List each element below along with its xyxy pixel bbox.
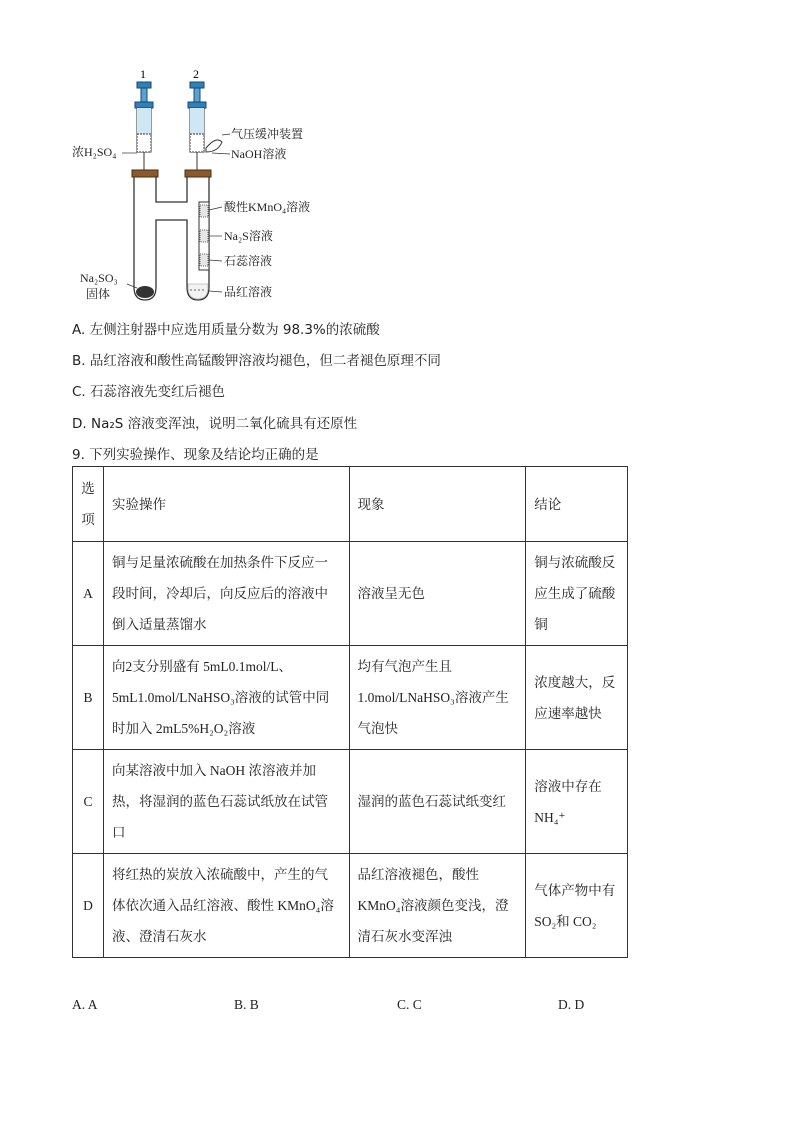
- option-a: A. 左侧注射器中应选用质量分数为 98.3%的浓硫酸: [72, 322, 380, 338]
- table-row: [73, 646, 628, 750]
- row-phenomenon: 湿润的蓝色石蕊试纸变红: [349, 750, 526, 854]
- label-na2s: Na₂S溶液: [224, 229, 273, 243]
- na2so3-solid: [136, 286, 154, 298]
- row-operation: 向2支分别盛有 5mL0.1mol/L、5mL1.0mol/LNaHSO₃溶液的试管中同时加入 2mL5%H₂O₂溶液: [103, 646, 349, 750]
- answer-d: D. D: [558, 997, 585, 1012]
- answer-c: C. C: [397, 997, 422, 1012]
- apparatus-diagram: [60, 62, 350, 312]
- row-option: B: [73, 646, 104, 750]
- option-d: D. Na₂S 溶液变浑浊，说明二氧化硫具有还原性: [72, 416, 358, 432]
- experiment-table: [72, 466, 628, 958]
- label-naoh: NaOH溶液: [231, 147, 287, 161]
- table-header-row: [73, 467, 628, 542]
- h-tube: [134, 177, 209, 300]
- row-option: C: [73, 750, 104, 854]
- row-conclusion: 气体产物中有SO₂和 CO₂: [526, 854, 628, 958]
- option-b: B. 品红溶液和酸性高锰酸钾溶液均褪色，但二者褪色原理不同: [72, 353, 441, 369]
- answer-b: B. B: [234, 997, 259, 1012]
- row-conclusion: 铜与浓硫酸反应生成了硫酸铜: [526, 542, 628, 646]
- header-phenomenon: 现象: [349, 467, 526, 542]
- row-option: A: [73, 542, 104, 646]
- row-operation: 将红热的炭放入浓硫酸中，产生的气体依次通入品红溶液、酸性 KMnO₄溶液、澄清石灰水: [103, 854, 349, 958]
- label-pinred: 品红溶液: [224, 285, 273, 299]
- table-row: [73, 542, 628, 646]
- row-phenomenon: 均有气泡产生且1.0mol/LNaHSO₃溶液产生气泡快: [349, 646, 526, 750]
- syringe-2: [188, 82, 222, 172]
- header-option: 选项: [73, 467, 104, 542]
- row-option: D: [73, 854, 104, 958]
- answer-a: A. A: [72, 997, 98, 1012]
- question-9-stem: 9. 下列实验操作、现象及结论均正确的是: [72, 447, 319, 463]
- header-operation: 实验操作: [103, 467, 349, 542]
- row-operation: 向某溶液中加入 NaOH 浓溶液并加热，将湿润的蓝色石蕊试纸放在试管口: [103, 750, 349, 854]
- row-conclusion: 浓度越大，反应速率越快: [526, 646, 628, 750]
- syringe-number-2: 2: [193, 67, 199, 81]
- label-kmno4: 酸性KMnO₄溶液: [224, 200, 311, 214]
- syringe-number-1: 1: [140, 67, 146, 81]
- header-conclusion: 结论: [526, 467, 628, 542]
- row-conclusion: 溶液中存在 NH₄⁺: [526, 750, 628, 854]
- row-phenomenon: 品红溶液褪色，酸性KMnO₄溶液颜色变浅，澄清石灰水变浑浊: [349, 854, 526, 958]
- label-solid: 固体: [86, 287, 111, 301]
- option-c: C. 石蕊溶液先变红后褪色: [72, 384, 226, 400]
- label-acid: 浓H₂SO₄: [72, 145, 117, 159]
- row-phenomenon: 溶液呈无色: [349, 542, 526, 646]
- label-na2so3: Na₂SO₃: [80, 271, 118, 285]
- label-buffer: 气压缓冲装置: [231, 127, 304, 141]
- table-row: [73, 854, 628, 958]
- label-litmus: 石蕊溶液: [224, 254, 273, 268]
- table-row: [73, 750, 628, 854]
- row-operation: 铜与足量浓硫酸在加热条件下反应一段时间，冷却后，向反应后的溶液中倒入适量蒸馏水: [103, 542, 349, 646]
- syringe-1: [135, 82, 153, 172]
